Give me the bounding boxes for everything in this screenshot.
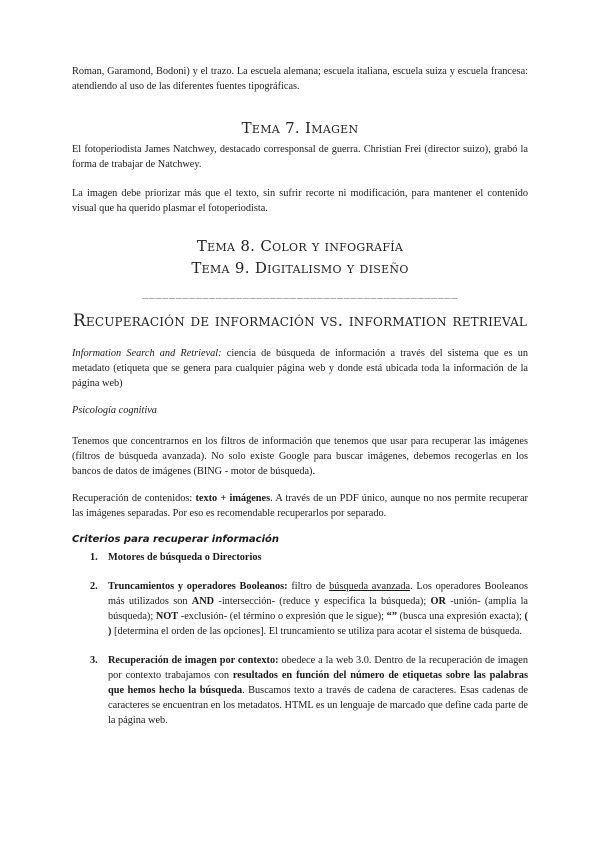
- tema9-heading: Tema 9. Digitalismo y diseño: [191, 259, 409, 277]
- tema7-heading: Tema 7. Imagen: [241, 119, 359, 137]
- information-search-term: Information Search and Retrieval:: [72, 348, 222, 359]
- recuperacion-contenidos-paragraph: Recuperación de contenidos: texto + imágenes. A través de un PDF único, aunque no nos permite recuperar las imágenes separadas. Por eso es recomendable recuperarlos por separado.: [72, 493, 528, 519]
- tema8-heading: Tema 8. Color y infografía: [196, 237, 404, 255]
- list-item: 1. Motores de búsqueda o Directorios: [90, 552, 262, 563]
- list-item: 3. Recuperación de imagen por contexto: obedece a la web 3.0. Dentro de la recuperación de imagen por contexto trabajamos con resultados en función del número de etiquetas sobre las palabras que hemos hecho la búsqueda. Buscamos texto a través de cadena de caracteres. Esas cadenas de caracteres se encuentran en los metadatos. HTML es un lenguaje de marcado que define cada parte de la página web.: [90, 655, 529, 726]
- information-search-paragraph: Information Search and Retrieval: ciencia de búsqueda de información a través del sistema que es un metadato (etiqueta que se genera para cualquier página web y donde está ubicada toda la información de la página web): [72, 348, 528, 389]
- psicologia-label: Psicología cognitiva: [72, 405, 157, 416]
- filtros-paragraph: Tenemos que concentrarnos en los filtros de información que tenemos que usar para recuperar las imágenes (filtros de búsqueda avanzada). No solo existe Google para buscar imágenes, debemos recogerlas en los bancos de datos de imágenes (BING - motor de búsqueda).: [72, 436, 528, 477]
- separator-line: _______________________________________________: [142, 288, 458, 299]
- criterios-list: [72, 550, 528, 728]
- busqueda-avanzada-link[interactable]: búsqueda avanzada: [329, 581, 411, 592]
- intro-paragraph: Roman, Garamond, Bodoni) y el trazo. La escuela alemana; escuela italiana, escuela suiza y escuela francesa: atendiendo al uso de las diferentes fuentes tipográficas.: [72, 66, 528, 92]
- tema7-paragraph-1: El fotoperiodista James Natchwey, destacado corresponsal de guerra. Christian Frei (director suizo), grabó la forma de trabajar de Natchwey.: [72, 144, 528, 170]
- list-item: 2. Truncamientos y operadores Booleanos: filtro de búsqueda avanzada. Los operadores Booleanos más utilizados son AND -intersección- (reduce y especifica la búsqueda); OR -unión- (amplía la búsqueda); NOT -exclusión- (el término o expresión que le sigue); “” (busca una expresión exacta); ( ) [determina el orden de las opciones]. El truncamiento se utiliza para acotar el sistema de búsqueda.: [90, 581, 529, 637]
- criterios-heading: Criterios para recuperar información: [72, 534, 279, 545]
- recuperacion-heading: Recuperación de información vs. information retrieval: [72, 311, 528, 331]
- tema7-paragraph-2: La imagen debe priorizar más que el texto, sin sufrir recorte ni modificación, para mantener el contenido visual que ha querido plasmar el fotoperiodista.: [72, 188, 528, 214]
